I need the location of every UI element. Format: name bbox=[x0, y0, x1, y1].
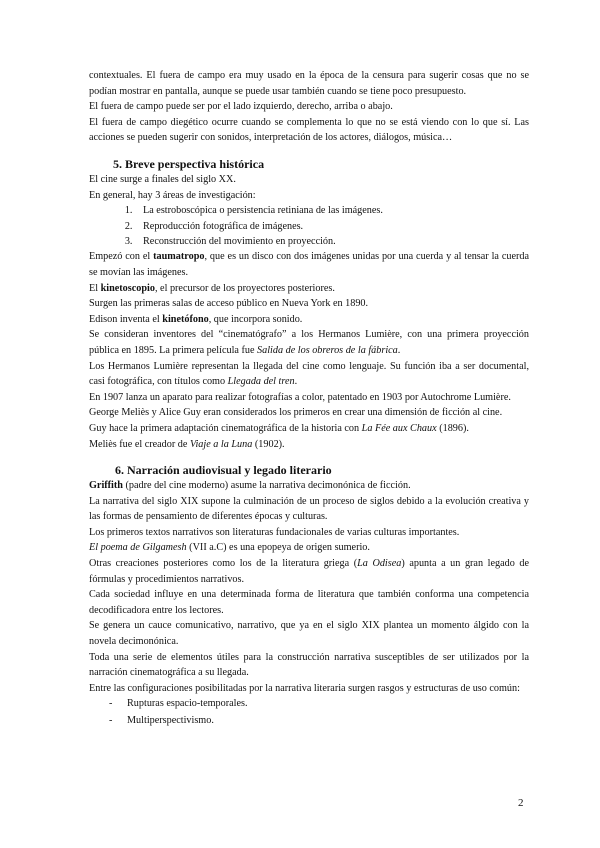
list-item: 1. La estroboscópica o persistencia retiniana de las imágenes. bbox=[135, 203, 529, 218]
paragraph: El poema de Gilgamesh (VII a.C) es una epopeya de origen sumerio. bbox=[89, 542, 370, 554]
paragraph: George Meliès y Alice Guy eran considerados los primeros en crear una dimensión de ficción al cine. bbox=[89, 407, 503, 419]
paragraph: Los primeros textos narrativos son literaturas fundacionales de varias culturas importantes. bbox=[89, 526, 460, 538]
film-title: Viaje a la Luna bbox=[189, 438, 253, 450]
film-title: Salida de los obreros de la fábrica bbox=[257, 344, 398, 356]
paragraph: El fuera de campo puede ser por el lado izquierdo, derecho, arriba o abajo. bbox=[89, 101, 393, 113]
paragraph: En general, hay 3 áreas de investigación: bbox=[89, 189, 256, 201]
list-item: 3. Reconstrucción del movimiento en proyección. bbox=[135, 234, 529, 249]
bold-term: taumatropo bbox=[153, 251, 205, 263]
section-heading-5: 5. Breve perspectiva histórica bbox=[113, 156, 265, 171]
paragraph: Edison inventa el kinetófono, que incorpora sonido. bbox=[89, 313, 303, 325]
numbered-list bbox=[89, 203, 529, 249]
list-item: - Rupturas espacio-temporales. bbox=[89, 696, 529, 713]
paragraph: contextuales. El fuera de campo era muy usado en la época de la censura para sugerir cosas que no se podían mostrar en pantalla, aunque se puede usar también cuando se tiene poco presupuesto. bbox=[89, 70, 529, 97]
film-title: Llegada del tren bbox=[227, 376, 295, 388]
paragraph: En 1907 lanza un aparato para realizar fotografías a color, patentado en 1903 por Autochrome Lumière. bbox=[89, 391, 511, 403]
paragraph: Se consideran inventores del “cinematógrafo” a los Hermanos Lumière, con una primera proyección pública en 1895. La primera película fue Salida de los obreros de la fábrica. bbox=[89, 329, 529, 356]
list-item: 2. Reproducción fotográfica de imágenes. bbox=[135, 219, 529, 234]
bold-term: kinetófono bbox=[162, 313, 209, 325]
paragraph: Toda una serie de elementos útiles para la construcción narrativa susceptibles de ser utilizados por la narración cinematográfica a su llegada. bbox=[89, 651, 529, 679]
bold-term: kinetoscopio bbox=[100, 282, 155, 294]
list-item: - Multiperspectivismo. bbox=[89, 713, 529, 730]
paragraph: Los Hermanos Lumière representan la llegada del cine como lenguaje. Su función iba a ser documental, casi fotográfica, con títulos como Llegada del tren. bbox=[89, 360, 529, 388]
paragraph: Se genera un cauce comunicativo, narrativo, que ya en el siglo XIX plantea un momento álgido con la novela decimonónica. bbox=[89, 620, 529, 648]
paragraph: Empezó con el taumatropo, que es un disco con dos imágenes unidas por una cuerda y al tensar la cuerda se movían las imágenes. bbox=[89, 251, 529, 278]
paragraph: Cada sociedad influye en una determinada forma de literatura que también conforma una competencia decodificadora entre los lectores. bbox=[89, 589, 529, 616]
work-title: La Odisea bbox=[357, 558, 402, 570]
paragraph: El kinetoscopio, el precursor de los proyectores posteriores. bbox=[89, 282, 335, 294]
paragraph: Guy hace la primera adaptación cinematográfica de la historia con La Fée aux Chaux (1896). bbox=[89, 422, 469, 434]
dash-list bbox=[89, 696, 529, 729]
section-heading-6: 6. Narración audiovisual y legado literario bbox=[115, 463, 332, 478]
work-title: El poema de Gilgamesh bbox=[89, 542, 187, 554]
paragraph: Meliès fue el creador de Viaje a la Luna (1902). bbox=[89, 438, 285, 450]
paragraph: Otras creaciones posteriores como los de la literatura griega (La Odisea) apunta a un gran legado de fórmulas y procedimientos narrativos. bbox=[89, 558, 529, 585]
film-title: La Fée aux Chaux bbox=[361, 422, 437, 434]
paragraph: El cine surge a finales del siglo XX. bbox=[89, 173, 236, 185]
paragraph: Griffith (padre del cine moderno) asume la narrativa decimonónica de ficción. bbox=[89, 480, 411, 492]
paragraph: La narrativa del siglo XIX supone la culminación de un proceso de siglos debido a la evolución creativa y las formas de pensamiento de diferentes épocas y culturas. bbox=[89, 495, 529, 523]
paragraph: Surgen las primeras salas de acceso público en Nueva York en 1890. bbox=[89, 298, 369, 310]
paragraph: Entre las configuraciones posibilitadas por la narrativa literaria surgen rasgos y estructuras de uso común: bbox=[89, 682, 520, 694]
document-page bbox=[89, 68, 529, 729]
paragraph: El fuera de campo diegético ocurre cuando se complementa lo que no se está viendo con lo que sí. Las acciones se pueden sugerir con sonidos, interpretación de los actores, diálogos, música… bbox=[89, 116, 529, 144]
bold-term: Griffith bbox=[89, 480, 123, 492]
page-number: 2 bbox=[518, 797, 524, 809]
